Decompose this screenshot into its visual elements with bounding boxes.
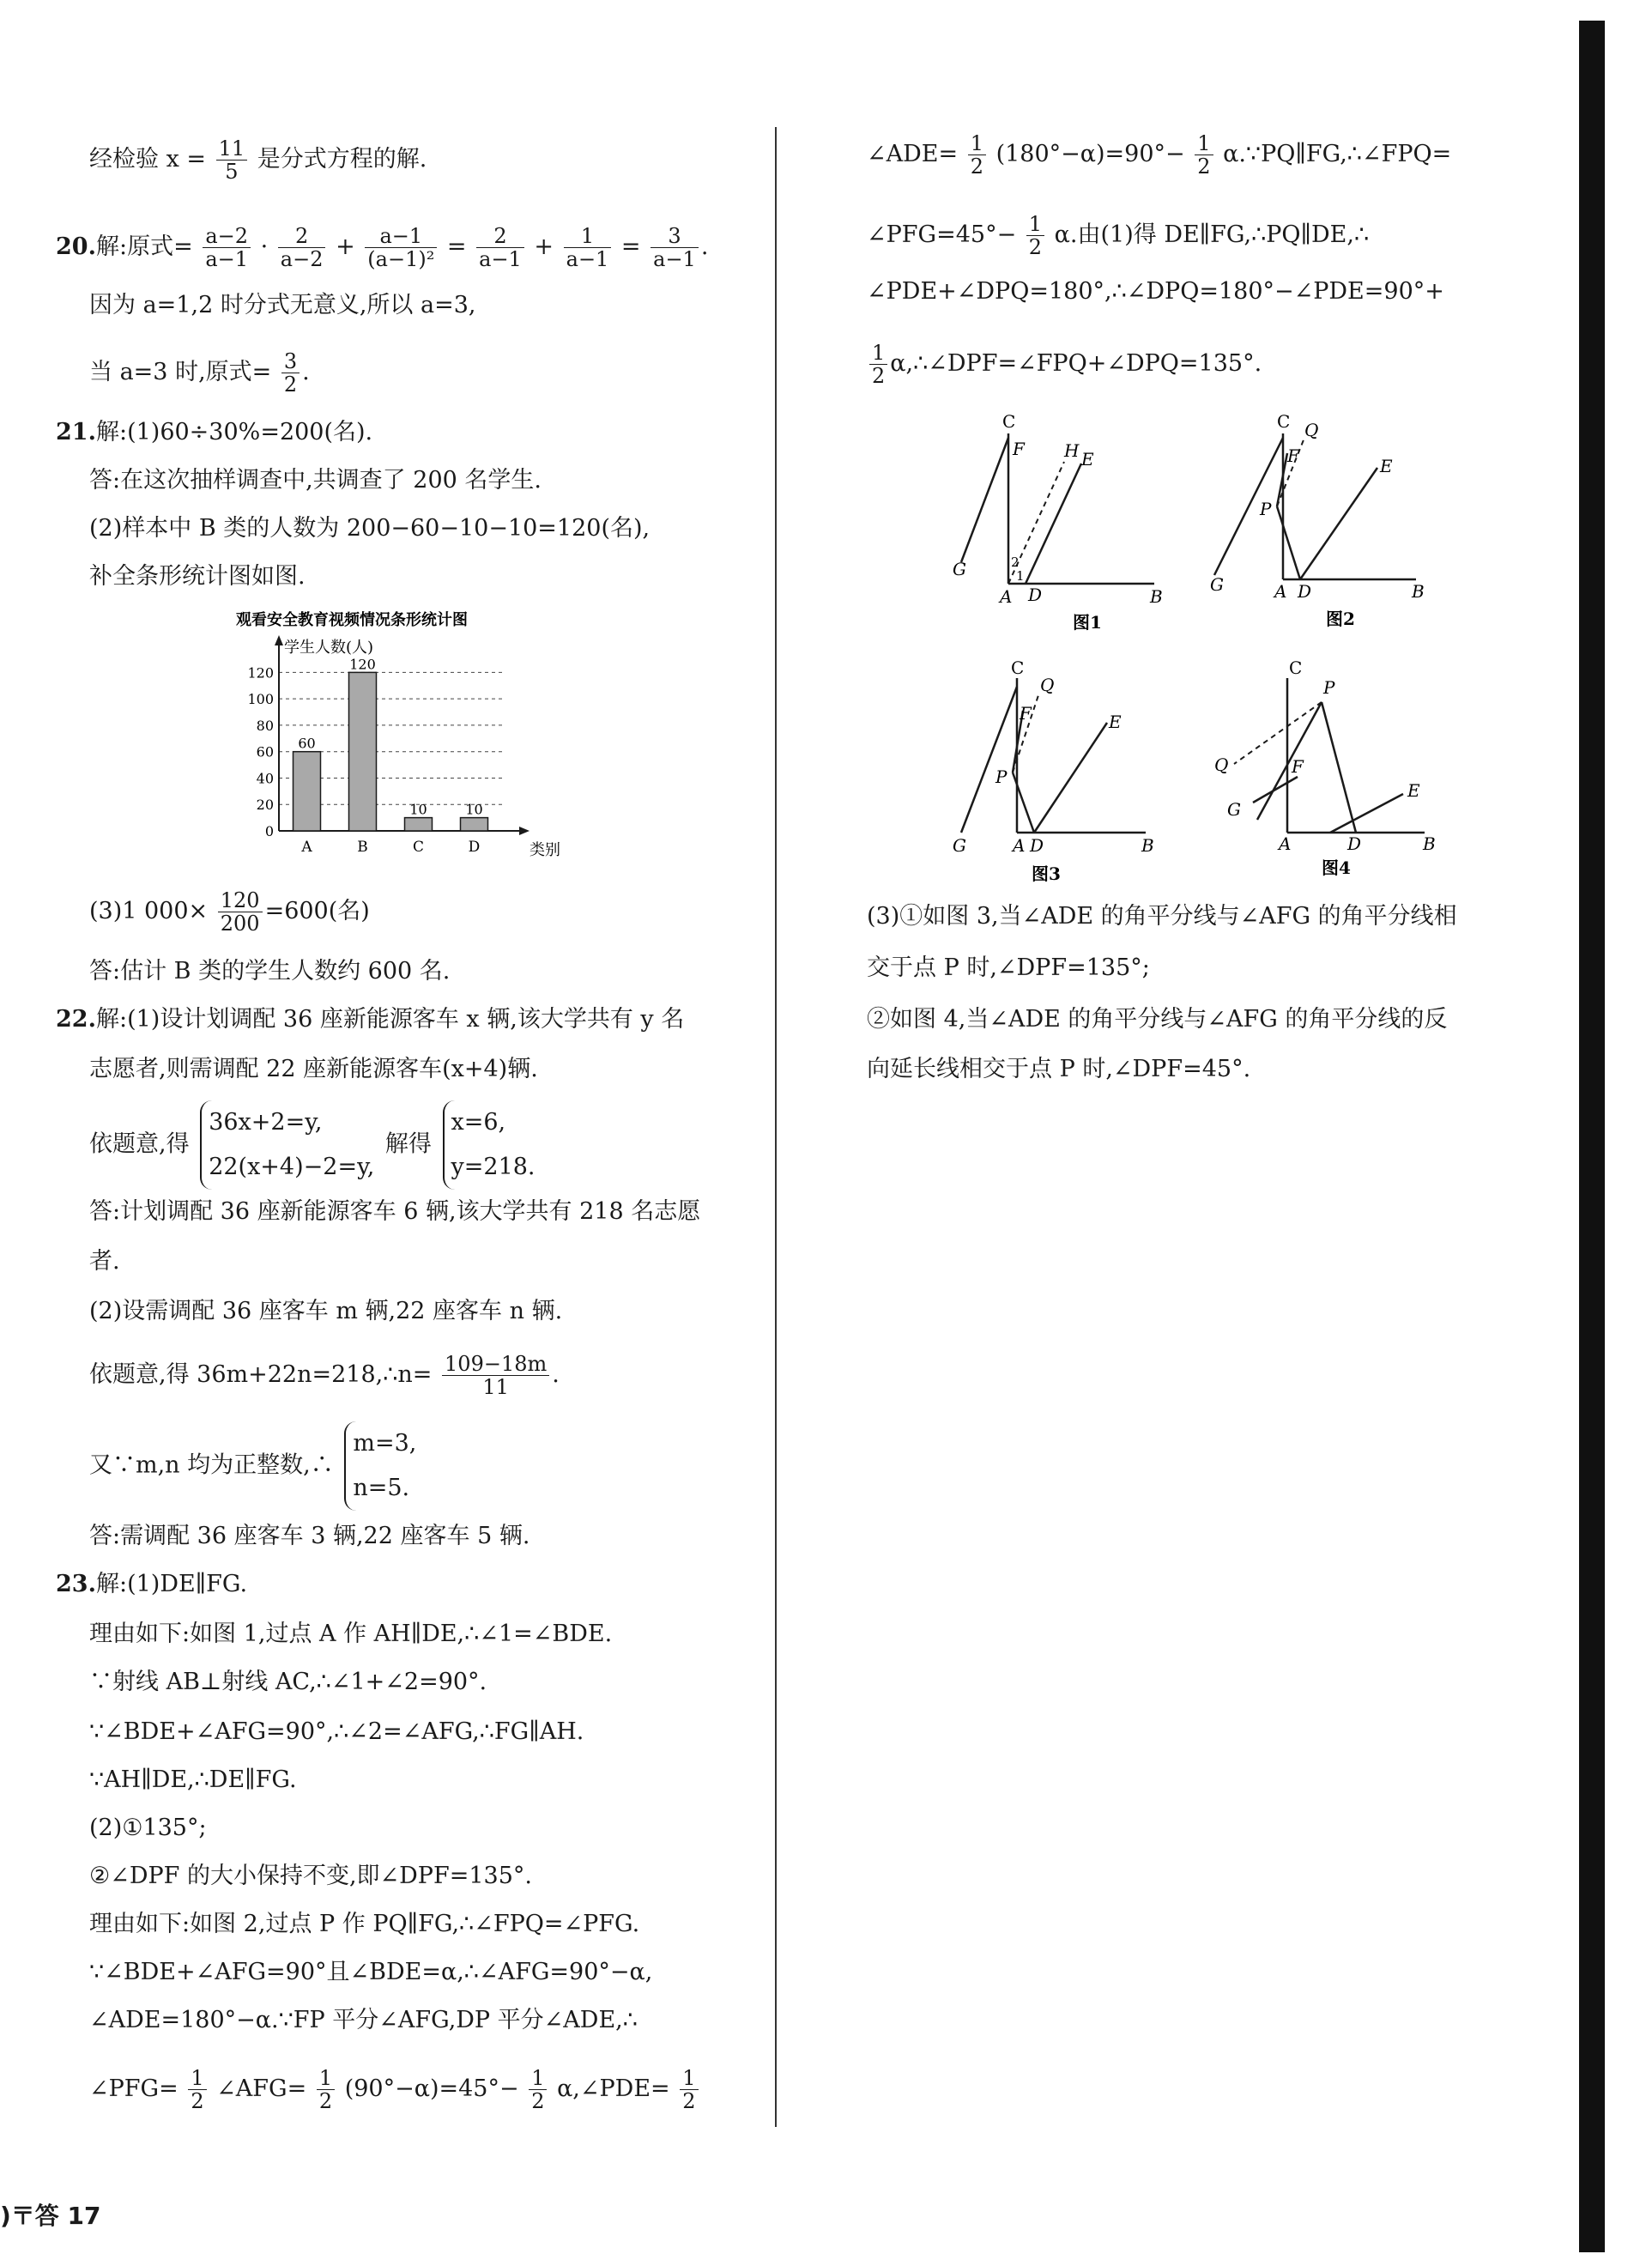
label-P: P <box>1323 677 1335 698</box>
label-G: G <box>1227 799 1241 820</box>
label-D: D <box>1298 581 1312 602</box>
figure-caption: 图4 <box>1322 857 1351 878</box>
figure-2 <box>1201 403 1442 647</box>
bar-value-label: 10 <box>409 801 427 818</box>
label-B: B <box>1423 833 1436 854</box>
bar-chart <box>236 606 665 867</box>
label-G: G <box>953 835 966 856</box>
r-line-7: ②如图 4,当∠ADE 的角平分线与∠AFG 的角平分线的反 <box>867 1006 1448 1033</box>
label-E: E <box>1081 449 1094 470</box>
figure-2-svg <box>1201 403 1442 644</box>
bar-value-label: 60 <box>298 735 316 752</box>
category-label: D <box>468 839 481 856</box>
label-E: E <box>1380 456 1393 476</box>
y-tick-label: 80 <box>256 717 274 734</box>
label-F: F <box>1013 439 1025 459</box>
r-line-8: 向延长线相交于点 P 时,∠DPF=45°. <box>867 1056 1251 1082</box>
label-Q: Q <box>1304 420 1319 440</box>
chart-title: 观看安全教育视频情况条形统计图 <box>236 611 468 629</box>
q23-line-4: ∵∠BDE+∠AFG=90°,∴∠2=∠AFG,∴FG∥AH. <box>89 1718 584 1745</box>
y-axis-label: 学生人数(人) <box>284 639 374 657</box>
q23-line-9: ∵∠BDE+∠AFG=90°且∠BDE=α,∴∠AFG=90°−α, <box>89 1959 653 1985</box>
q21-line-3: (2)样本中 B 类的人数为 200−60−10−10=120(名), <box>89 515 651 542</box>
label-C: C <box>1289 657 1303 678</box>
label-P: P <box>1260 499 1272 519</box>
q22-line-7: 依题意,得 36m+22n=218,∴n= $\frac{109-18m}{11}$ . <box>89 1352 560 1399</box>
column-divider <box>775 127 777 2127</box>
label-B: B <box>1412 581 1425 602</box>
r-line-6: 交于点 P 时,∠DPF=135°; <box>867 954 1150 981</box>
r-line-2: ∠PFG=45°− $\frac{1}{2}$ α.由(1)得 DE∥FG,∴PQ∥DE,∴ <box>867 212 1370 259</box>
q21-line-6: 答:估计 B 类的学生人数约 600 名. <box>89 958 451 985</box>
q23-line-11: ∠PFG= $\frac{1}{2}$ ∠AFG= $\frac{1}{2}$ (90°−α)=45°− $\frac{1}{2}$ α,∠PDE= $\frac{1}{2}$ <box>89 2067 701 2112</box>
q21-line-1: 21.解:(1)60÷30%=200(名). <box>56 419 373 445</box>
bar-value-label: 10 <box>465 801 483 818</box>
page-edge-bar <box>1579 21 1605 2252</box>
y-tick-label: 20 <box>256 797 274 814</box>
check-line: 经检验 x = $\frac{11}{5}$ 是分式方程的解. <box>89 136 427 184</box>
label-B: B <box>1141 835 1154 856</box>
category-label: C <box>412 839 425 856</box>
figure-1-svg <box>944 403 1184 644</box>
bar-D <box>461 818 488 831</box>
label-D: D <box>1028 585 1043 605</box>
category-label: A <box>301 839 312 856</box>
bar-value-label: 120 <box>349 656 376 673</box>
figure-1 <box>944 403 1184 647</box>
q23-line-6: (2)①135°; <box>89 1815 207 1841</box>
label-C: C <box>1277 411 1291 432</box>
bar-B <box>349 672 377 831</box>
q23-line-2: 理由如下:如图 1,过点 A 作 AH∥DE,∴∠1=∠BDE. <box>89 1621 613 1647</box>
label-C: C <box>1011 657 1025 678</box>
q22-line-3: 依题意,得 36x+2=y, 22(x+4)−2=y, 解得 x=6, y=218. <box>89 1100 539 1190</box>
label-Q: Q <box>1214 754 1229 775</box>
q22-line-9: 答:需调配 36 座客车 3 辆,22 座客车 5 辆. <box>89 1523 530 1549</box>
bar-C <box>405 818 433 831</box>
label-angle-2: 2 <box>1011 554 1020 570</box>
y-tick-label: 40 <box>256 770 274 787</box>
y-axis-arrow <box>275 635 283 645</box>
label-E: E <box>1109 712 1122 732</box>
label-F: F <box>1292 756 1304 777</box>
r-line-5: (3)①如图 3,当∠ADE 的角平分线与∠AFG 的角平分线相 <box>867 903 1457 930</box>
q20-line-1: 20.解:原式= $\frac{a-2}{a-1}$ · $\frac{2}{a-2}$ + $\frac{a-1}{\text{(a−1)²}}$ = $\frac{2}{a-1}$ + $\frac{1}{a-1}$ = $\frac{3}{a-1}$ . <box>56 224 709 271</box>
page-footer: )〒答 17 <box>0 2202 101 2230</box>
fraction: $\frac{11}{5}$ <box>216 137 248 183</box>
question-number: 22. <box>56 1006 96 1033</box>
q22-line-5: 者. <box>89 1248 120 1275</box>
x-axis-label: 类别 <box>529 841 560 859</box>
label-F: F <box>1020 703 1032 724</box>
question-number: 20. <box>56 233 96 260</box>
label-B: B <box>1150 586 1163 607</box>
q20-line-3: 当 a=3 时,原式= $\frac{3}{2}$ . <box>89 349 310 397</box>
q22-line-4: 答:计划调配 36 座新能源客车 6 辆,该大学共有 218 名志愿 <box>89 1198 701 1225</box>
q23-line-5: ∵AH∥DE,∴DE∥FG. <box>89 1766 297 1793</box>
q20-line-2: 因为 a=1,2 时分式无意义,所以 a=3, <box>89 292 476 318</box>
label-P: P <box>995 766 1008 787</box>
q23-line-10: ∠ADE=180°−α.∵FP 平分∠AFG,DP 平分∠ADE,∴ <box>89 2007 638 2033</box>
label-G: G <box>953 559 966 579</box>
figure-caption: 图3 <box>1032 863 1061 884</box>
bar-chart-svg <box>236 606 665 863</box>
label-D: D <box>1347 833 1362 854</box>
solution-system: x=6, y=218. <box>443 1100 536 1190</box>
q23-line-8: 理由如下:如图 2,过点 P 作 PQ∥FG,∴∠FPQ=∠PFG. <box>89 1911 640 1937</box>
q23-line-3: ∵射线 AB⊥射线 AC,∴∠1+∠2=90°. <box>89 1669 487 1695</box>
question-number: 21. <box>56 419 96 445</box>
y-tick-label: 0 <box>264 823 274 839</box>
q23-line-1: 23.解:(1)DE∥FG. <box>56 1571 248 1597</box>
q23-line-7: ②∠DPF 的大小保持不变,即∠DPF=135°. <box>89 1863 532 1889</box>
q22-line-1: 22.解:(1)设计划调配 36 座新能源客车 x 辆,该大学共有 y 名 <box>56 1006 685 1033</box>
equation-system: 36x+2=y, 22(x+4)−2=y, <box>200 1100 374 1190</box>
label-D: D <box>1030 835 1044 856</box>
figure-caption: 图1 <box>1073 612 1102 633</box>
q22-line-2: 志愿者,则需调配 22 座新能源客车(x+4)辆. <box>89 1056 538 1082</box>
label-E: E <box>1407 780 1420 801</box>
label-F: F <box>1287 445 1299 466</box>
question-number: 23. <box>56 1571 96 1597</box>
y-tick-label: 120 <box>247 664 274 682</box>
label-H: H <box>1064 440 1080 461</box>
q22-line-8: 又∵m,n 均为正整数,∴ m=3, n=5. <box>89 1421 420 1511</box>
label-A: A <box>1000 586 1013 607</box>
y-tick-label: 60 <box>256 743 274 760</box>
q21-line-5: (3)1 000× $\frac{120}{200}$ =600(名) <box>89 888 370 936</box>
figure-caption: 图2 <box>1326 609 1355 629</box>
label-Q: Q <box>1040 675 1055 695</box>
category-label: B <box>357 839 368 856</box>
r-line-1: ∠ADE= $\frac{1}{2}$ (180°−α)=90°− $\frac{1}{2}$ α.∵PQ∥FG,∴∠FPQ= <box>867 131 1452 179</box>
figure-3 <box>927 652 1184 896</box>
y-tick-label: 100 <box>247 691 274 708</box>
label-G: G <box>1210 574 1224 595</box>
figure-4-svg <box>1193 652 1450 893</box>
label-A: A <box>1279 833 1292 854</box>
r-line-3: ∠PDE+∠DPQ=180°,∴∠DPQ=180°−∠PDE=90°+ <box>867 278 1444 305</box>
label-angle-1: 1 <box>1016 568 1025 584</box>
integer-solution: m=3, n=5. <box>344 1421 416 1511</box>
label-A: A <box>1013 835 1026 856</box>
q21-line-2: 答:在这次抽样调查中,共调查了 200 名学生. <box>89 467 542 494</box>
figure-3-svg <box>927 652 1184 893</box>
r-line-4: $\frac{1}{2}$ α,∴∠DPF=∠FPQ+∠DPQ=135°. <box>867 342 1262 387</box>
label-A: A <box>1274 581 1287 602</box>
bar-A <box>293 752 321 831</box>
label-C: C <box>1002 411 1016 432</box>
x-axis-arrow <box>519 827 529 835</box>
q21-line-4: 补全条形统计图如图. <box>89 563 306 590</box>
figure-4 <box>1193 652 1450 896</box>
q22-line-6: (2)设需调配 36 座客车 m 辆,22 座客车 n 辆. <box>89 1298 563 1324</box>
